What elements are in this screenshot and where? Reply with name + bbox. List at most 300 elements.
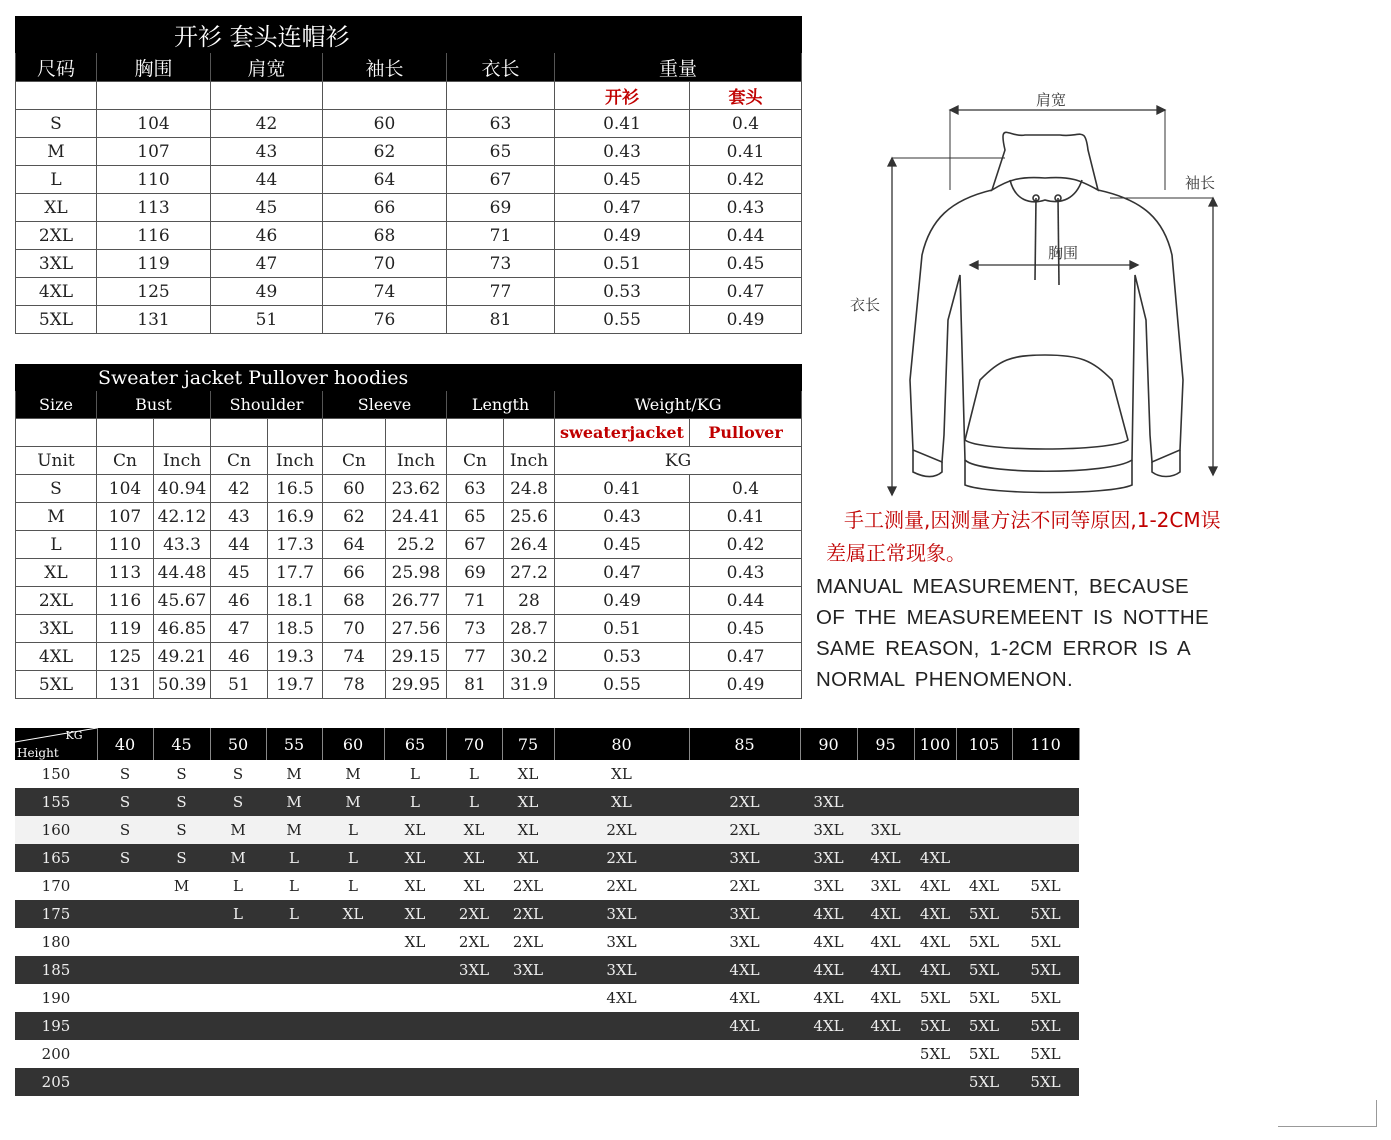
unit-cell: Inch xyxy=(386,447,447,475)
table-cell: 30.2 xyxy=(504,643,555,671)
weight-header-cell: 55 xyxy=(266,728,322,760)
table-row xyxy=(16,559,802,587)
size-cell: 5XL xyxy=(1012,1012,1079,1040)
table-cell: 0.51 xyxy=(555,250,690,278)
height-cell: 190 xyxy=(15,984,97,1012)
table-cell: 0.41 xyxy=(555,110,690,138)
unit-cell: Inch xyxy=(154,447,211,475)
size-cell: S xyxy=(153,760,210,788)
weight-header-cell: 70 xyxy=(446,728,502,760)
size-cell: 3XL xyxy=(857,872,914,900)
unit-cell: Unit xyxy=(16,447,97,475)
table-cell: S xyxy=(16,475,97,503)
size-cell xyxy=(153,1068,210,1096)
table-cell: 76 xyxy=(323,306,447,334)
table-row xyxy=(15,788,1079,816)
size-cell xyxy=(914,1068,956,1096)
table-cell: XL xyxy=(16,559,97,587)
table-cell: 46.85 xyxy=(154,615,211,643)
table-cell: 104 xyxy=(97,110,211,138)
size-cell xyxy=(502,1040,554,1068)
size-table-english xyxy=(15,364,802,699)
table-cell: 62 xyxy=(323,503,386,531)
size-cell: 5XL xyxy=(1012,956,1079,984)
size-cell: S xyxy=(153,816,210,844)
table-cell: 68 xyxy=(323,587,386,615)
size-cell: M xyxy=(322,788,384,816)
size-cell xyxy=(153,984,210,1012)
size-cell xyxy=(956,788,1012,816)
table-row xyxy=(16,166,802,194)
size-cell xyxy=(446,1040,502,1068)
size-cell: S xyxy=(97,816,153,844)
size-cell xyxy=(266,1012,322,1040)
table-cell: 69 xyxy=(447,559,504,587)
table-cell: 2XL xyxy=(16,222,97,250)
size-cell: 3XL xyxy=(689,928,800,956)
table-cell: 0.47 xyxy=(690,278,802,306)
table-cell: 0.43 xyxy=(555,503,690,531)
size-cell xyxy=(210,1012,266,1040)
table-cell: 66 xyxy=(323,559,386,587)
table-cell: 73 xyxy=(447,615,504,643)
size-cell xyxy=(153,1012,210,1040)
table-cell: 44.48 xyxy=(154,559,211,587)
table-cell: 0.42 xyxy=(690,166,802,194)
table-cell: 49 xyxy=(211,278,323,306)
table-cell: 0.41 xyxy=(555,475,690,503)
table-cell: L xyxy=(16,531,97,559)
size-cell: 4XL xyxy=(800,984,857,1012)
table-cell: L xyxy=(16,166,97,194)
weight-header-cell: 105 xyxy=(956,728,1012,760)
table-cell: 0.4 xyxy=(690,475,802,503)
size-cell xyxy=(210,1068,266,1096)
size-cell: 4XL xyxy=(857,956,914,984)
size-cell: 4XL xyxy=(689,1012,800,1040)
size-cell: M xyxy=(266,816,322,844)
shoulder-label: 肩宽 xyxy=(1036,91,1067,109)
size-cell: XL xyxy=(554,788,689,816)
table-row xyxy=(15,1040,1079,1068)
size-cell: S xyxy=(153,788,210,816)
table-cell: 65 xyxy=(447,503,504,531)
height-cell: 160 xyxy=(15,816,97,844)
size-cell xyxy=(554,1040,689,1068)
unit-cell: KG xyxy=(555,447,802,475)
col-header: Weight/KG xyxy=(555,391,802,419)
size-cell xyxy=(502,984,554,1012)
table-cell: 24.8 xyxy=(504,475,555,503)
table-cell: 107 xyxy=(97,503,154,531)
height-cell: 200 xyxy=(15,1040,97,1068)
size-cell xyxy=(322,928,384,956)
size-cell: 4XL xyxy=(914,872,956,900)
table-cell: 27.2 xyxy=(504,559,555,587)
table-row xyxy=(15,816,1079,844)
size-cell: M xyxy=(322,760,384,788)
table-row xyxy=(15,984,1079,1012)
table-row xyxy=(16,643,802,671)
table-cell: 0.44 xyxy=(690,587,802,615)
size-cell xyxy=(384,984,446,1012)
size-cell: 5XL xyxy=(956,928,1012,956)
weight-header-cell: 65 xyxy=(384,728,446,760)
size-cell xyxy=(956,760,1012,788)
table-cell: 0.43 xyxy=(555,138,690,166)
table-cell: 19.3 xyxy=(268,643,323,671)
table-cell: 47 xyxy=(211,615,268,643)
table-cell: 110 xyxy=(97,166,211,194)
table-cell: 77 xyxy=(447,643,504,671)
chest-label: 胸围 xyxy=(1048,244,1079,262)
table-row xyxy=(16,587,802,615)
size-cell: L xyxy=(210,872,266,900)
table-cell: 69 xyxy=(447,194,555,222)
size-cell: 3XL xyxy=(800,816,857,844)
table-cell: 0.42 xyxy=(690,531,802,559)
corner-kg-label: KG xyxy=(65,729,83,742)
table-row xyxy=(15,900,1079,928)
table-cell: 113 xyxy=(97,194,211,222)
table-cell: 3XL xyxy=(16,250,97,278)
height-cell: 175 xyxy=(15,900,97,928)
height-cell: 165 xyxy=(15,844,97,872)
table-cell: 65 xyxy=(447,138,555,166)
size-cell: L xyxy=(446,760,502,788)
size-cell: S xyxy=(97,788,153,816)
table-row xyxy=(15,1068,1079,1096)
table-title: Sweater jacket Pullover hoodies xyxy=(16,365,802,391)
size-cell: 4XL xyxy=(554,984,689,1012)
size-cell xyxy=(502,1012,554,1040)
size-cell xyxy=(384,956,446,984)
height-cell: 170 xyxy=(15,872,97,900)
size-cell xyxy=(689,760,800,788)
size-cell: 4XL xyxy=(857,928,914,956)
size-cell: 2XL xyxy=(446,928,502,956)
table-cell: 44 xyxy=(211,166,323,194)
table-cell: 0.55 xyxy=(555,671,690,699)
table-cell: 119 xyxy=(97,615,154,643)
table-cell: 26.4 xyxy=(504,531,555,559)
size-cell: S xyxy=(97,760,153,788)
table-title: 开衫 套头连帽衫 xyxy=(16,17,802,53)
table-cell: 131 xyxy=(97,306,211,334)
size-cell: XL xyxy=(384,900,446,928)
table-cell: 119 xyxy=(97,250,211,278)
size-cell xyxy=(1012,816,1079,844)
table-row xyxy=(15,956,1079,984)
height-cell: 180 xyxy=(15,928,97,956)
corner-frame-decoration xyxy=(1278,1100,1377,1127)
size-cell xyxy=(97,1012,153,1040)
size-cell xyxy=(97,984,153,1012)
table-row xyxy=(16,503,802,531)
size-cell xyxy=(446,1012,502,1040)
table-row xyxy=(15,928,1079,956)
size-cell: XL xyxy=(384,928,446,956)
table-cell: 28.7 xyxy=(504,615,555,643)
weight-header-cell: 50 xyxy=(210,728,266,760)
col-header: 袖长 xyxy=(323,53,447,82)
corner-height-label: Height xyxy=(17,746,59,760)
unit-cell: Cn xyxy=(447,447,504,475)
table-cell: 62 xyxy=(323,138,447,166)
size-cell: 2XL xyxy=(554,872,689,900)
size-cell xyxy=(322,1040,384,1068)
size-cell xyxy=(857,760,914,788)
size-cell: 4XL xyxy=(857,900,914,928)
size-cell xyxy=(857,1040,914,1068)
size-cell: XL xyxy=(446,844,502,872)
size-cell: S xyxy=(97,844,153,872)
size-cell: 5XL xyxy=(1012,984,1079,1012)
size-cell xyxy=(689,1040,800,1068)
table-cell: 74 xyxy=(323,278,447,306)
size-cell: 4XL xyxy=(914,956,956,984)
size-cell xyxy=(800,1040,857,1068)
unit-cell: Inch xyxy=(504,447,555,475)
size-cell: 5XL xyxy=(914,984,956,1012)
size-cell: M xyxy=(266,788,322,816)
size-cell: L xyxy=(266,872,322,900)
header-row xyxy=(16,53,802,82)
size-cell xyxy=(210,984,266,1012)
size-cell: 4XL xyxy=(956,872,1012,900)
table-row xyxy=(16,531,802,559)
size-cell: 3XL xyxy=(800,872,857,900)
size-cell xyxy=(857,1068,914,1096)
size-cell xyxy=(1012,788,1079,816)
table-cell: 24.41 xyxy=(386,503,447,531)
table-cell: M xyxy=(16,503,97,531)
size-cell: L xyxy=(322,816,384,844)
size-cell xyxy=(322,984,384,1012)
table-cell: 43 xyxy=(211,503,268,531)
size-cell: 5XL xyxy=(914,1040,956,1068)
size-cell xyxy=(266,984,322,1012)
table-cell: 0.43 xyxy=(690,559,802,587)
table-row xyxy=(16,138,802,166)
size-cell xyxy=(153,900,210,928)
height-cell: 205 xyxy=(15,1068,97,1096)
size-cell: L xyxy=(210,900,266,928)
size-cell xyxy=(800,1068,857,1096)
table-cell: 0.55 xyxy=(555,306,690,334)
weight-subheader: 开衫 xyxy=(555,82,690,110)
table-cell: 25.6 xyxy=(504,503,555,531)
length-label: 衣长 xyxy=(850,296,881,314)
table-row xyxy=(16,278,802,306)
table-cell: 125 xyxy=(97,278,211,306)
size-cell: M xyxy=(210,844,266,872)
table-row xyxy=(16,306,802,334)
table-cell: 63 xyxy=(447,475,504,503)
table-cell: 0.47 xyxy=(555,194,690,222)
table-row xyxy=(16,194,802,222)
unit-cell: Cn xyxy=(97,447,154,475)
table-cell: 81 xyxy=(447,671,504,699)
table-cell: 4XL xyxy=(16,643,97,671)
size-cell: XL xyxy=(384,844,446,872)
size-cell xyxy=(914,788,956,816)
table-cell: 67 xyxy=(447,531,504,559)
table-cell: 110 xyxy=(97,531,154,559)
height-cell: 155 xyxy=(15,788,97,816)
size-cell xyxy=(210,956,266,984)
size-cell xyxy=(322,1068,384,1096)
height-cell: 150 xyxy=(15,760,97,788)
table-cell: 70 xyxy=(323,615,386,643)
table-cell: 0.44 xyxy=(690,222,802,250)
unit-row xyxy=(16,447,802,475)
size-cell xyxy=(914,816,956,844)
table-cell: 64 xyxy=(323,531,386,559)
table-cell: M xyxy=(16,138,97,166)
col-header: Sleeve xyxy=(323,391,447,419)
size-cell xyxy=(914,760,956,788)
size-cell xyxy=(97,1068,153,1096)
subheader-row xyxy=(16,82,802,110)
size-cell xyxy=(554,1068,689,1096)
size-cell: M xyxy=(266,760,322,788)
size-cell: L xyxy=(446,788,502,816)
table-cell: 17.3 xyxy=(268,531,323,559)
table-cell: 42 xyxy=(211,110,323,138)
weight-header-cell: 90 xyxy=(800,728,857,760)
table-cell: 28 xyxy=(504,587,555,615)
size-cell: 5XL xyxy=(1012,1068,1079,1096)
table-cell: 73 xyxy=(447,250,555,278)
table-cell: 5XL xyxy=(16,306,97,334)
size-cell: 3XL xyxy=(800,844,857,872)
size-cell xyxy=(153,956,210,984)
unit-cell: Cn xyxy=(323,447,386,475)
weight-subheader: Pullover xyxy=(690,419,802,447)
table-cell: 70 xyxy=(323,250,447,278)
size-cell xyxy=(1012,760,1079,788)
size-cell: 3XL xyxy=(554,956,689,984)
size-cell: 5XL xyxy=(1012,1040,1079,1068)
size-cell: M xyxy=(210,816,266,844)
table-cell: 46 xyxy=(211,587,268,615)
table-row xyxy=(16,110,802,138)
hoodie-measurement-diagram xyxy=(830,80,1250,510)
table-cell: 29.15 xyxy=(386,643,447,671)
weight-header-cell: 45 xyxy=(153,728,210,760)
size-cell: 5XL xyxy=(956,1068,1012,1096)
table-cell: 107 xyxy=(97,138,211,166)
table-cell: 0.49 xyxy=(690,671,802,699)
size-cell xyxy=(97,872,153,900)
table-cell: 0.43 xyxy=(690,194,802,222)
size-cell xyxy=(502,1068,554,1096)
size-cell: 2XL xyxy=(502,872,554,900)
table-cell: 0.53 xyxy=(555,643,690,671)
table-cell: 0.45 xyxy=(690,615,802,643)
size-cell: L xyxy=(384,788,446,816)
size-cell: XL xyxy=(502,816,554,844)
size-cell xyxy=(97,1040,153,1068)
size-cell xyxy=(857,788,914,816)
size-cell xyxy=(446,984,502,1012)
table-cell: 49.21 xyxy=(154,643,211,671)
table-cell: 0.47 xyxy=(690,643,802,671)
table-cell: 51 xyxy=(211,671,268,699)
size-cell: 5XL xyxy=(956,900,1012,928)
size-cell: 4XL xyxy=(857,1012,914,1040)
size-cell: 2XL xyxy=(689,788,800,816)
table-cell: 4XL xyxy=(16,278,97,306)
table-row xyxy=(16,250,802,278)
table-cell: 42 xyxy=(211,475,268,503)
unit-cell: Inch xyxy=(268,447,323,475)
table-cell: S xyxy=(16,110,97,138)
weight-subheader: sweaterjacket xyxy=(555,419,690,447)
size-cell xyxy=(97,928,153,956)
table-cell: 116 xyxy=(97,587,154,615)
size-cell: XL xyxy=(446,816,502,844)
table-cell: 27.56 xyxy=(386,615,447,643)
table-row xyxy=(16,615,802,643)
size-cell: 4XL xyxy=(800,1012,857,1040)
size-cell xyxy=(554,1012,689,1040)
size-cell: 2XL xyxy=(554,816,689,844)
table-cell: 46 xyxy=(211,222,323,250)
size-cell: XL xyxy=(502,760,554,788)
table-cell: 131 xyxy=(97,671,154,699)
table-cell: 45 xyxy=(211,559,268,587)
size-cell: 5XL xyxy=(956,1040,1012,1068)
size-cell xyxy=(210,1040,266,1068)
unit-cell: Cn xyxy=(211,447,268,475)
size-cell: S xyxy=(210,760,266,788)
table-cell: 66 xyxy=(323,194,447,222)
size-cell xyxy=(322,956,384,984)
col-header: Length xyxy=(447,391,555,419)
table-cell: 16.5 xyxy=(268,475,323,503)
size-cell: 2XL xyxy=(446,900,502,928)
table-cell: 0.41 xyxy=(690,503,802,531)
col-header: 衣长 xyxy=(447,53,555,82)
table-cell: 0.51 xyxy=(555,615,690,643)
size-cell: 5XL xyxy=(956,956,1012,984)
table-cell: 67 xyxy=(447,166,555,194)
table-cell: 43 xyxy=(211,138,323,166)
size-cell: 2XL xyxy=(502,900,554,928)
col-header: 重量 xyxy=(555,53,802,82)
table-cell: 3XL xyxy=(16,615,97,643)
size-cell: 4XL xyxy=(914,900,956,928)
table-cell: 40.94 xyxy=(154,475,211,503)
size-cell: 5XL xyxy=(956,984,1012,1012)
size-cell: XL xyxy=(554,760,689,788)
table-row xyxy=(15,872,1079,900)
size-cell: L xyxy=(322,872,384,900)
table-cell: 42.12 xyxy=(154,503,211,531)
table-cell: 25.98 xyxy=(386,559,447,587)
table-cell: 81 xyxy=(447,306,555,334)
size-cell: L xyxy=(266,900,322,928)
table-cell: 60 xyxy=(323,110,447,138)
table-cell: 18.1 xyxy=(268,587,323,615)
size-cell: 3XL xyxy=(857,816,914,844)
table-cell: 17.7 xyxy=(268,559,323,587)
size-cell: 4XL xyxy=(689,956,800,984)
size-cell: L xyxy=(384,760,446,788)
table-cell: 16.9 xyxy=(268,503,323,531)
